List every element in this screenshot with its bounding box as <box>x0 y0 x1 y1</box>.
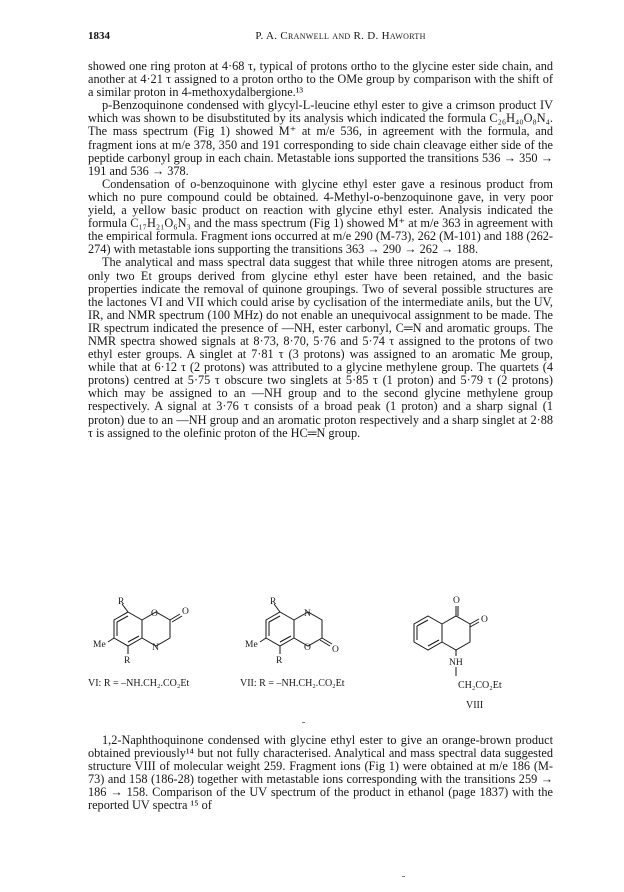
paragraph-4: The analytical and mass spectral data suggest that while three nitrogen atoms are present, only two Et groups derived from glycine ethyl ester have been retained, and the basic properties indicate the removal of quinone groupings. Two of several possible structures are the lactones VI and VII which could arise by cyclisation of the intermediate anils, but the UV, IR, and NMR spectrum (100 MHz) do not enable an unequivocal assignment to be made. The IR spectrum indicated the presence of —NH, ester carbonyl, C═N and aromatic groups. The NMR spectra showed signals at 8·73, 8·70, 5·76 and 5·74 τ assigned to the protons of two ethyl ester groups. A singlet at 7·81 τ (3 protons) was assigned to an aromatic Me group, while that at 6·12 τ (2 protons) was attributed to a glycine methylene group. The quartets (4 protons) centred at 5·75 τ obscure two singlets at 5·85 τ (1 proton) and 5·79 τ (2 protons) which may be assigned to an —NH group and to the second glycine methylene group respectively. A signal at 3·76 τ consists of a broad peak (1 proton) and a sharp signal (1 proton) due to an —NH group and an aromatic proton respectively and a sharp singlet at 2·88 τ is assigned to the olefinic proton of the HC═N group. <box>88 255 553 440</box>
chemical-structures <box>88 594 553 714</box>
atom-label-o: O <box>453 596 460 606</box>
atom-label-r: R <box>270 597 277 607</box>
structure-vii <box>260 604 332 654</box>
atom-label-r: R <box>118 597 125 607</box>
caption-viii: VIII <box>466 700 484 711</box>
atom-label-o: O <box>151 609 158 619</box>
atom-label-n: N <box>152 643 159 653</box>
atom-label-o: O <box>481 615 488 625</box>
caption-viii-substituent: CH₂CO₂Et <box>458 680 502 691</box>
body-text <box>88 60 553 440</box>
paragraph-5: 1,2-Naphthoquinone condensed with glycine ethyl ester to give an orange-brown product obtained previously¹⁴ but not fully characterised. Analytical and mass spectral data suggested structure VIII of molecular weight 259. Fragment ions (Fig 1) were obtained at m/e 186 (M-73) and 158 (186-28) together with metastable ions corresponding with the transitions 259 → 186 → 158. Comparison of the UV spectrum of the product in ethanol (page 1837) with the reported UV spectra ¹⁵ of <box>88 733 553 813</box>
atom-label-me: Me <box>93 640 106 650</box>
atom-label-o: O <box>332 645 339 655</box>
structure-vi <box>108 604 182 654</box>
page-header <box>88 30 553 48</box>
paragraph-1: showed one ring proton at 4·68 τ, typical of protons ortho to the glycine ester side chain, and another at 4·21 τ assigned to a proton ortho to the OMe group by comparison with the shift of a similar proton in 4-methoxydalbergione.¹³ <box>88 59 553 100</box>
atom-label-o: O <box>182 607 189 617</box>
atom-label-n: N <box>304 609 311 619</box>
paragraph-3: Condensation of o-benzoquinone with glycine ethyl ester gave a resinous product from which no pure compound could be obtained. 4-Methyl-o-benzoquinone gave, in very poor yield, a yellow basic product on reaction with glycine ethyl ester. Analysis indicated the formula C₁₇H₂₁O₆N₃ and the mass spectrum (Fig 1) showed M⁺ at m/e 363 in agreement with the empirical formula. Fragment ions occurred at m/e 290 (M-73), 262 (M-101) and 188 (262-274) with metastable ions supporting the transitions 363 → 290 → 262 → 188. <box>88 176 553 257</box>
atom-label-r: R <box>276 656 283 666</box>
structure-viii <box>414 606 479 676</box>
print-speck <box>302 722 305 723</box>
paragraph-2: p-Benzoquinone condensed with glycyl-L-leucine ethyl ester to give a crimson product IV which was shown to be disubstituted by its analysis which indicated the formula C₂₆H₄₀O₈N₄. The mass spectrum (Fig 1) showed M⁺ at m/e 536, in agreement with the formula, and fragment ions at m/e 378, 350 and 191 corresponding to side chain cleavage either side of the peptide carbonyl group in each chain. Metastable ions supported the transitions 536 → 350 → 191 and 536 → 378. <box>88 98 553 178</box>
bottom-text <box>88 734 553 813</box>
structure-figure <box>88 594 553 714</box>
running-head: P. A. Cranwell and R. D. Haworth <box>255 30 426 42</box>
atom-label-me: Me <box>245 640 258 650</box>
caption-vi: VI: R = –NH.CH₂.CO₂Et <box>88 678 190 689</box>
page-number: 1834 <box>88 30 110 42</box>
print-speck <box>402 876 405 877</box>
atom-label-nh: NH <box>449 658 463 668</box>
atom-label-r: R <box>124 656 131 666</box>
caption-vii: VII: R = –NH.CH₂.CO₂Et <box>240 678 345 689</box>
atom-label-o: O <box>304 643 311 653</box>
